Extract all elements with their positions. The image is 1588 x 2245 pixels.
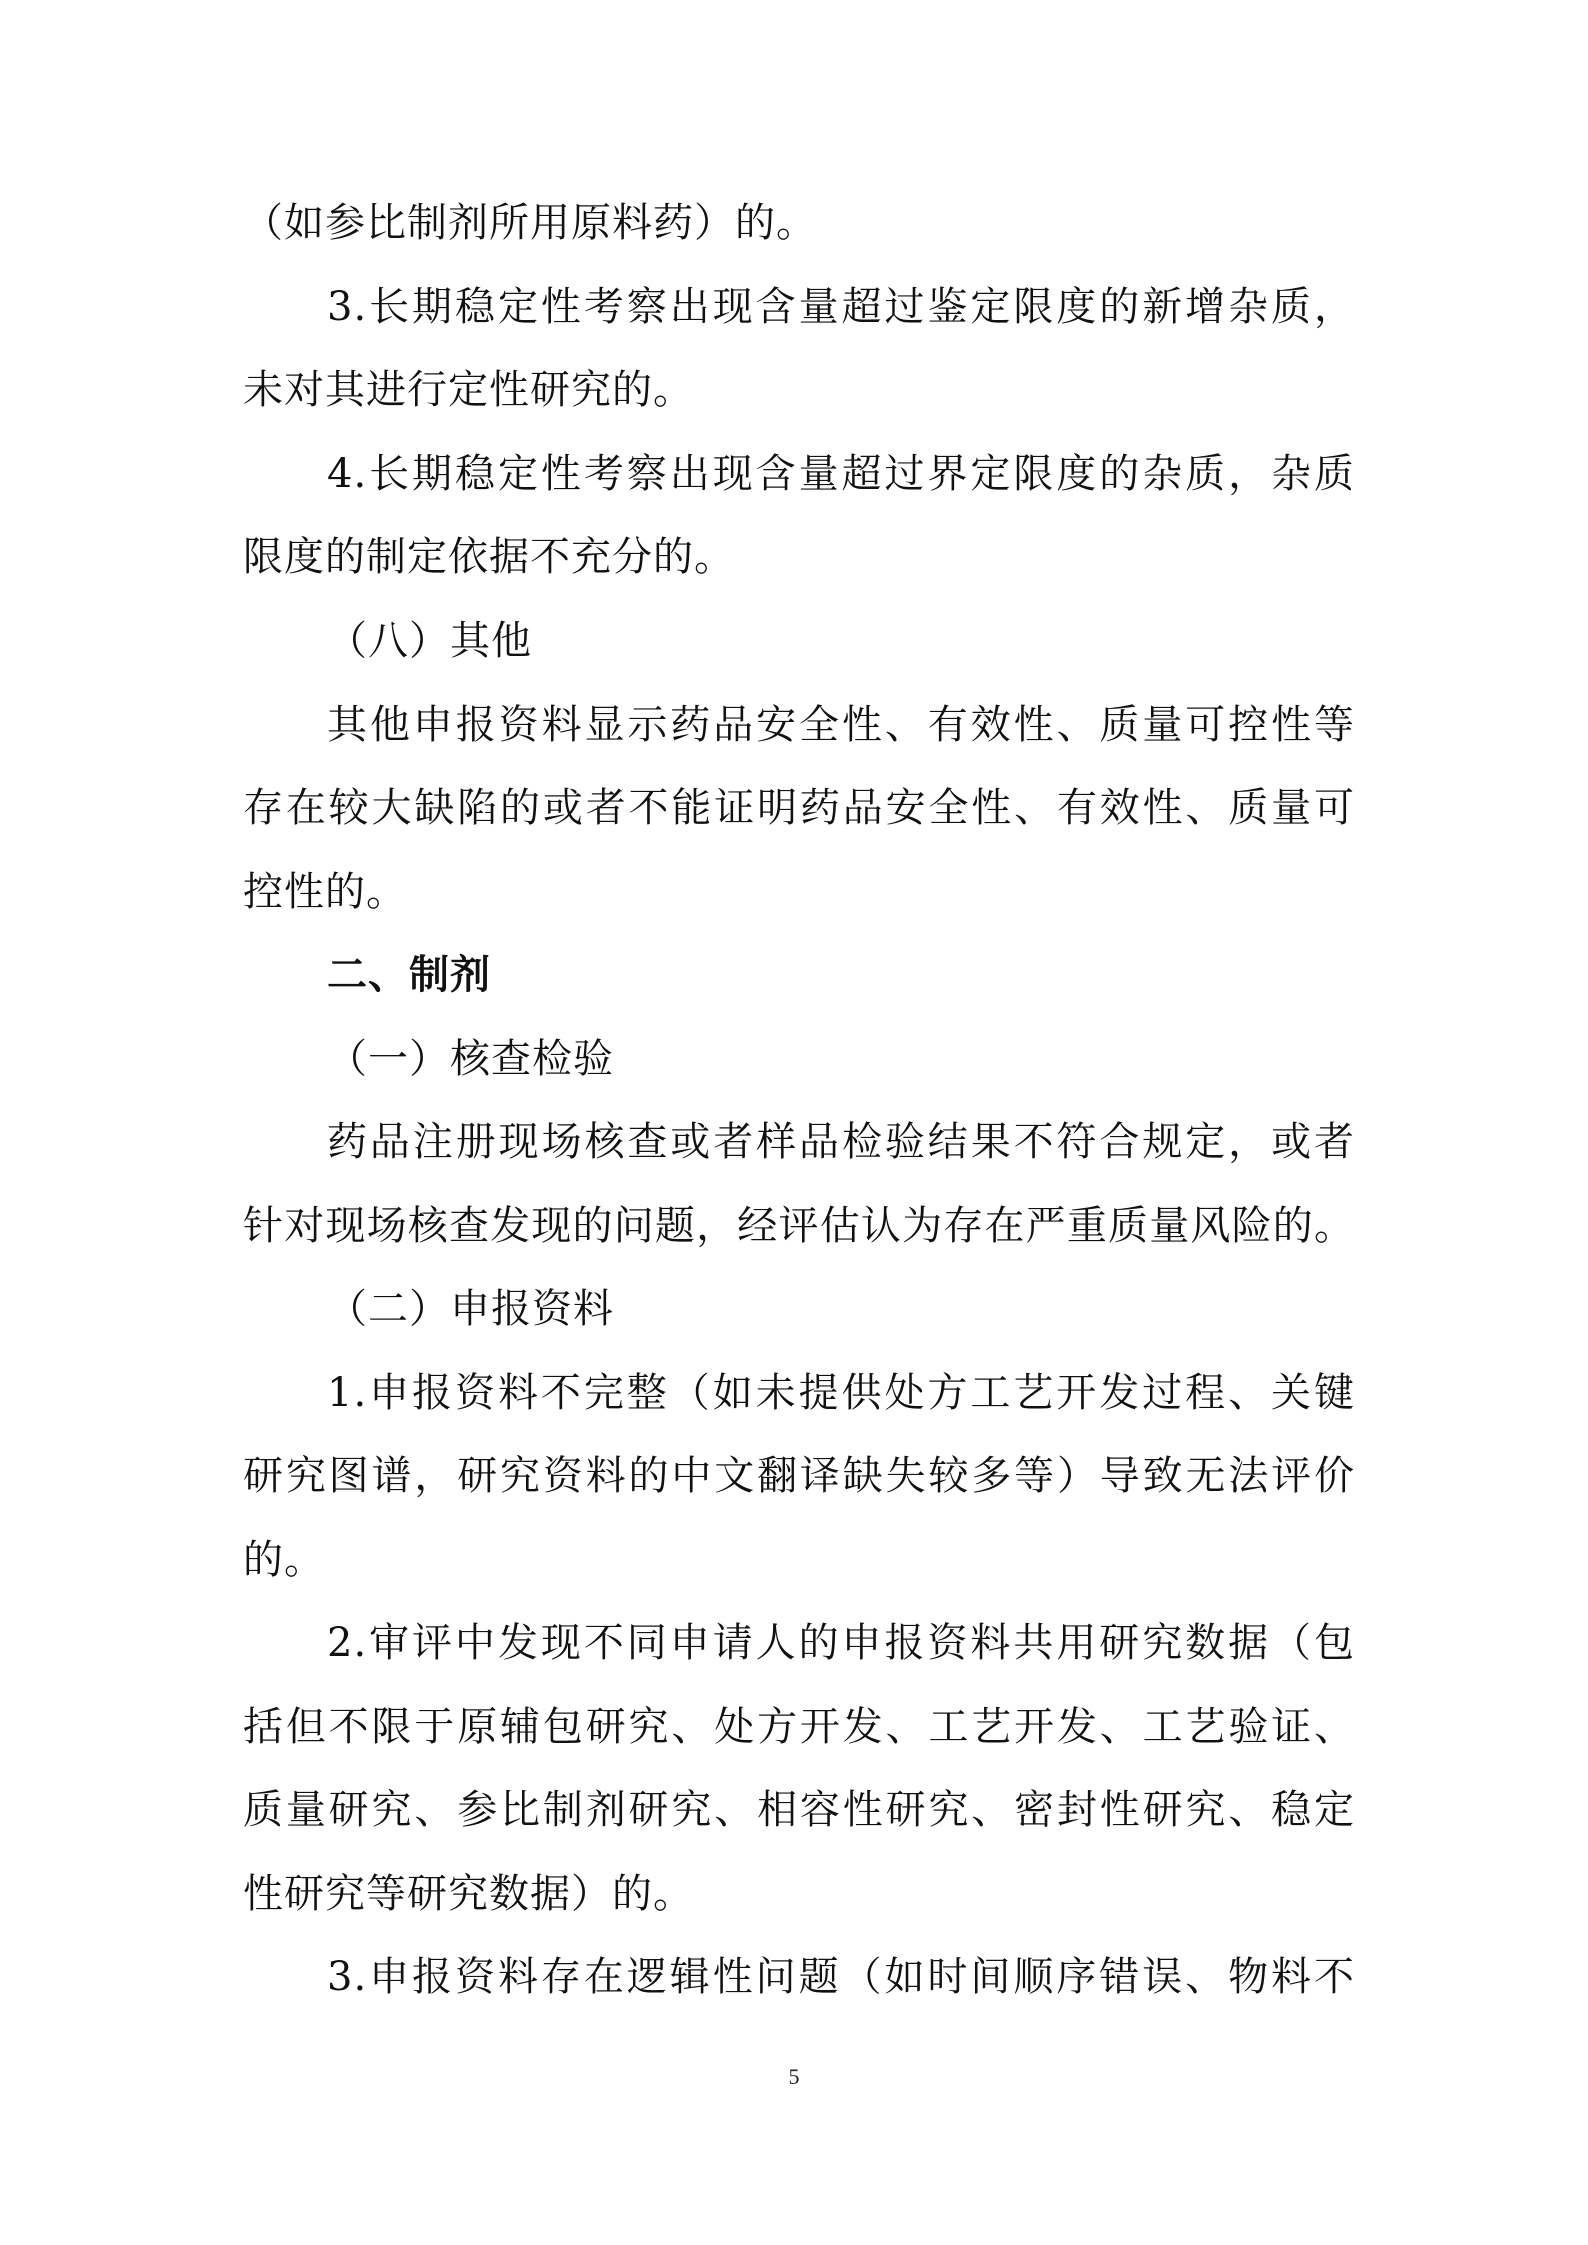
subsection-heading-inspection: （一）核查检验 <box>327 1036 614 1082</box>
text-line-9: 控性的。 <box>243 869 407 915</box>
text-line-1: （如参比制剂所用原料药）的。 <box>243 200 817 246</box>
page-number: 5 <box>788 2064 800 2089</box>
section-heading-other: （八）其他 <box>327 618 532 664</box>
text-line-7: 其他申报资料显示药品安全性、有效性、质量可控性等 <box>327 702 1355 748</box>
text-line-12: 药品注册现场核查或者样品检验结果不符合规定，或者 <box>327 1119 1355 1165</box>
text-line-20: 质量研究、参比制剂研究、相容性研究、密封性研究、稳定 <box>243 1787 1355 1833</box>
text-line-2: 3.长期稳定性考察出现含量超过鉴定限度的新增杂质， <box>327 284 1355 330</box>
text-line-18: 2.审评中发现不同申请人的申报资料共用研究数据（包 <box>327 1620 1355 1666</box>
text-line-22: 3.申报资料存在逻辑性问题（如时间顺序错误、物料不 <box>327 1954 1355 2000</box>
text-line-8: 存在较大缺陷的或者不能证明药品安全性、有效性、质量可 <box>243 785 1355 831</box>
text-line-16: 研究图谱，研究资料的中文翻译缺失较多等）导致无法评价 <box>243 1453 1355 1499</box>
subsection-heading-dossier: （二）申报资料 <box>327 1286 614 1332</box>
text-line-21: 性研究等研究数据）的。 <box>243 1871 694 1917</box>
text-line-15: 1.申报资料不完整（如未提供处方工艺开发过程、关键 <box>327 1370 1355 1416</box>
text-line-3: 未对其进行定性研究的。 <box>243 367 694 413</box>
text-line-17: 的。 <box>243 1537 325 1583</box>
text-line-4: 4.长期稳定性考察出现含量超过界定限度的杂质，杂质 <box>327 451 1355 497</box>
text-line-13: 针对现场核查发现的问题，经评估认为存在严重质量风险的。 <box>243 1203 1355 1249</box>
text-line-5: 限度的制定依据不充分的。 <box>243 534 735 580</box>
text-line-19: 括但不限于原辅包研究、处方开发、工艺开发、工艺验证、 <box>243 1704 1355 1750</box>
section-heading-formulation: 二、制剂 <box>327 952 491 998</box>
